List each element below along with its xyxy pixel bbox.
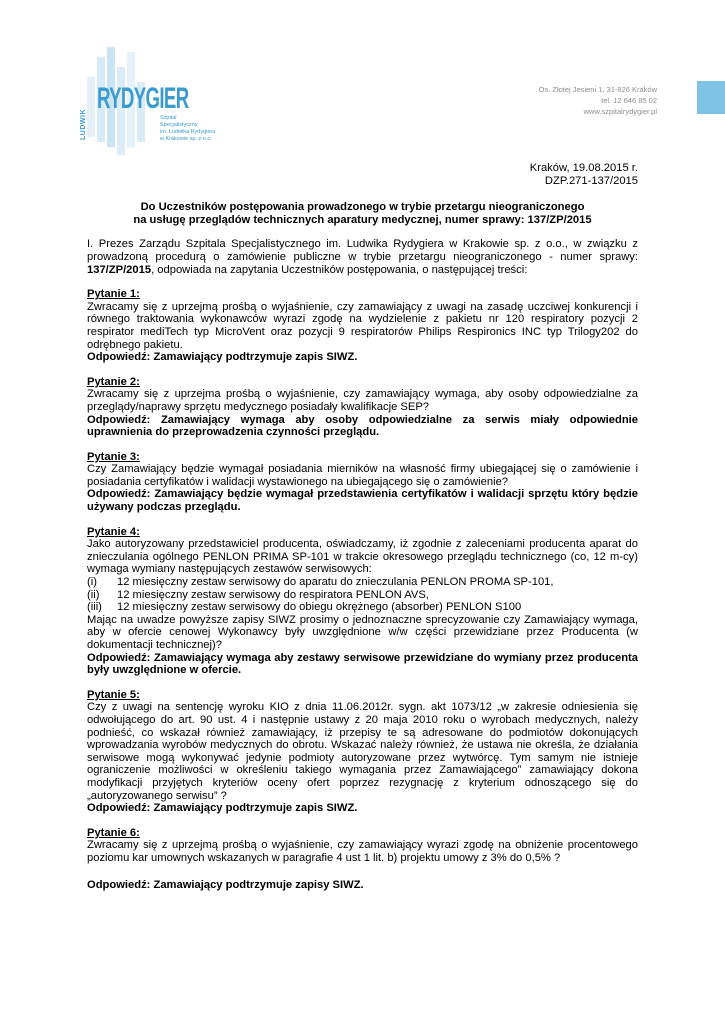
list-text: 12 miesięczny zestaw serwisowy do obiegu okrężnego (absorber) PENLON S100 [117,601,522,614]
list-text: 12 miesięczny zestaw serwisowy do aparatu do znieczulania PENLON PROMA SP-101, [117,576,554,589]
letter-title [87,201,638,226]
list-number: (i) [87,576,97,589]
letter-body [87,162,638,891]
title-line: Do Uczestników postępowania prowadzonego w trybie przetargu nieograniczonego [140,201,585,214]
question-text: Zwracamy się z uprzejma prośbą o wyjaśnienie, czy zamawiający wymaga, aby osoby odpowiedzialne za przeglądy/naprawy sprzętu medycznego posiadały kwalifikacje SEP? [87,388,638,413]
case-number: 137/ZP/2015 [87,263,152,276]
answer-text: Odpowiedź: Zamawiający wymaga aby zestawy serwisowe przewidziane do wymiany przez producenta były uwzględnione w ofercie. [87,651,638,677]
question-heading: Pytanie 5: [87,688,140,701]
list-item [87,601,638,614]
header-accent-bar [697,81,725,114]
address-block [539,84,657,117]
answer-text: Odpowiedź: Zamawiający podtrzymuje zapisy SIWZ. [87,878,364,891]
intro-text: I. Prezes Zarządu Szpitala Specjalistycznego im. Ludwika Rydygiera w Krakowie sp. z o.o., w związku z prowadzoną procedurą o zamówienie publiczne w trybie przetargu nieograniczonego - numer sprawy: [87,238,638,263]
question-text: Czy z uwagi na sentencję wyroku KIO z dnia 11.06.2012r. sygn. akt 1073/12 „w zakresie odniesienia się odwołującego do art. 90 ust. 4 i następnie ustawy z 20 maja 2010 roku o wyrobach medycznych, należy podnieść, co wskazał również zamawiający, iż przepisy te są adresowane do podmiotów dokonujących wprowadzania wyrobów medycznych do obrotu. Wskazać należy również, że ustawa nie określa, że działania serwisowe mogą wykonywać jedynie podmioty autoryzowane przez wytwórcę. Tym samym nie istnieje ograniczenie możliwości w określeniu takiego wymagania przez Zamawiającego” zamawiający dokona modyfikacji przyjętych kryteriów oceny ofert poprzez rezygnację z kryterium odnoszącego się do „autoryzowanego serwisu” ? [87,701,638,802]
list-item [87,576,638,589]
question-block [87,526,638,677]
answer-text: Odpowiedź: Zamawiający wymaga aby osoby odpowiedzialne za serwis miały odpowiednie uprawnienia do przeprowadzenia czynności przeglądu. [87,413,638,439]
question-text: Czy Zamawiający będzie wymagał posiadania mierników na własność firmy ubiegającej się o zamówienie i posiadania certyfikatów i walidacji wystawionego na ubiegającego się o zamówienie? [87,463,638,488]
list-item [87,589,638,602]
question-heading: Pytanie 6: [87,826,140,839]
intro-text-end: , odpowiada na zapytania Uczestników postępowania, o następującej treści: [151,263,528,276]
intro-paragraph [87,238,638,276]
logo-sub-line: w Krakowie sp. z o.o. [160,136,212,142]
list-number: (iii) [87,601,102,614]
question-text: Jako autoryzowany przedstawiciel producenta, oświadczamy, iż zgodnie z zaleceniami producenta aparat do znieczulania ogólnego PENLON PRIMA SP-101 w trakcie okresowego przeglądu technicznego (co, 12 m-cy) wymaga wymiany następujących zestawów serwisowych: [87,538,638,576]
logo-vertical-text: LUDWIK [80,109,87,140]
phone-line: tel. 12 646 85 02 [601,96,657,105]
website-line: www.szpitalrydygier.pl [583,107,657,116]
question-block [87,451,638,514]
title-line: na usługę przeglądów technicznych aparatury medycznej, numer sprawy: 137/ZP/2015 [133,213,592,226]
question-block [87,376,638,439]
question-text: Zwracamy się z uprzejmą prośbą o wyjaśnienie, czy zamawiający wyrazi zgodę na obniżenie procentowego poziomu kar umownych wskazanych w paragrafie 4 ust 1 lit. b) projektu umowy z 3% do 0,5% ? [87,839,638,864]
answer-text: Odpowiedź: Zamawiający będzie wymagał przedstawienia certyfikatów i walidacji sprzętu który będzie używany podczas przeglądu. [87,488,638,514]
list-text: 12 miesięczny zestaw serwisowy do respiratora PENLON AVS, [117,588,429,601]
question-heading: Pytanie 4: [87,525,140,538]
logo-subtitle [160,115,230,143]
logo-sub-line: im. Ludwika Rydygiera [160,129,216,135]
question-block [87,288,638,364]
question-text: Zwracamy się z uprzejmą prośbą o wyjaśnienie, czy zamawiający z uwagi na zasadę uczciwej konkurencji i równego traktowania wykonawców wyrazi zgodę na wydzielenie z pakietu nr 120 respiratory pozycji 2 respirator mediTech typ MicroVent oraz pozycji 9 respiratorów Philips Respironics INC typ Trilogy202 do odrębnego pakietu. [87,300,638,351]
answer-text: Odpowiedź: Zamawiający podtrzymuje zapis SIWZ. [87,802,358,815]
letter-date: Kraków, 19.08.2015 r. [529,162,638,174]
question-block [87,827,638,891]
answer-text: Odpowiedź: Zamawiający podtrzymuje zapis SIWZ. [87,351,358,364]
logo-sub-line: Specjalistyczny [160,122,198,128]
question-block [87,689,638,815]
date-block [87,162,638,187]
question-heading: Pytanie 3: [87,450,140,463]
logo-sub-line: Szpital [160,115,177,121]
question-heading: Pytanie 2: [87,375,140,388]
list-number: (ii) [87,588,100,601]
letter-reference: DZP.271-137/2015 [544,174,638,187]
address-line: Os. Złotej Jesieni 1, 31-826 Kraków [538,85,657,94]
question-heading: Pytanie 1: [87,288,140,301]
logo-name: RYDYGIER [97,82,189,115]
question-text-continued: Mając na uwadze powyższe zapisy SIWZ prosimy o jednoznaczne sprecyzowanie czy Zamawiający wymaga, aby w ofercie cenowej Wykonawcy były uwzględnione w/w części przewidziane przez Producenta (w dokumentacji technicznej)? [87,613,638,651]
